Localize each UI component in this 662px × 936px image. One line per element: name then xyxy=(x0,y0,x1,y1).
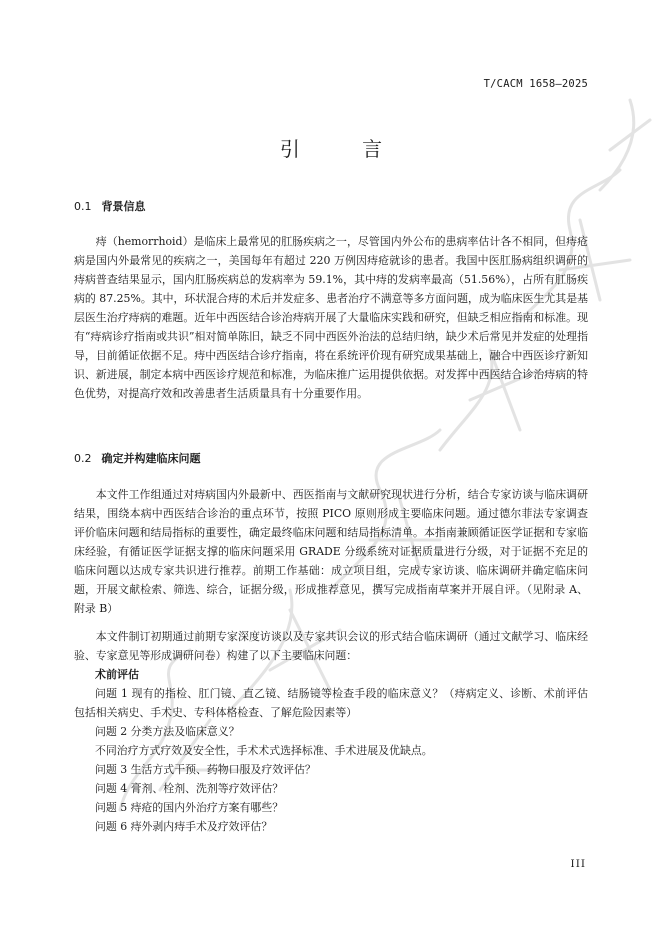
section-number: 0.1 xyxy=(74,200,92,213)
question-item: 不同治疗方式疗效及安全性，手术术式选择标准、手术进展及优缺点。 xyxy=(95,744,433,757)
question-item: 问题 6 痔外剥内痔手术及疗效评估？ xyxy=(95,820,273,833)
question-item: 问题 3 生活方式干预、药物口服及疗效评估？ xyxy=(95,763,316,776)
question-item: 问题 2 分类方法及临床意义？ xyxy=(95,725,240,738)
page-title: 引 言 xyxy=(279,137,411,161)
section-title: 确定并构建临床问题 xyxy=(101,452,201,465)
methods-paragraph: 本文件工作组通过对痔病国内外最新中、西医指南与文献研究现状进行分析，结合专家访谈与临床调研结果，围绕本病中西医结合诊治的重点环节，按照 PICO 原则形成主要临床问题。通过德尔菲法专家调查评价临床问题和结局指标的重要性，确定最终临床问题和结局指标清单。本指南兼顾循证医学证据和专家临床经验，有循证医学证据支撑的临床问题采用 GRADE 分级系统对证据质量进行分级，对于证据不充足的临床问题以达成专家共识进行推荐。前期工作基础：成立项目组，完成专家访谈、临床调研并确定临床问题，开展文献检索、筛选、综合，证据分级，形成推荐意见，撰写完成指南草案并开展自评。（见附录 A、附录 B） xyxy=(74,488,588,615)
page-number: III xyxy=(570,858,586,870)
section-title: 背景信息 xyxy=(101,200,146,213)
section-heading-0-1 xyxy=(74,198,146,214)
question-item: 问题 5 痔疮的国内外治疗方案有哪些？ xyxy=(95,801,284,814)
section-number: 0.2 xyxy=(74,452,92,465)
standard-code: T/CACM 1658—2025 xyxy=(483,78,588,90)
questions-intro-paragraph: 本文件制订初期通过前期专家深度访谈以及专家共识会议的形式结合临床调研（通过文献学习、临床经验、专家意见等形成调研问卷）构建了以下主要临床问题： xyxy=(74,630,588,662)
section-heading-0-2 xyxy=(74,450,201,466)
subheading-preop: 术前评估 xyxy=(95,668,139,681)
background-paragraph: 痔（hemorrhoid）是临床上最常见的肛肠疾病之一，尽管国内外公布的患病率估计各不相同，但痔疮病是国内外最常见的疾病之一，美国每年有超过 220 万例因痔疮就诊的患者。我国中医肛肠病组织调研的痔病普查结果显示，国内肛肠疾病总的发病率为 59.1%，其中痔的发病率最高（51.56%），占所有肛肠疾病的 87.25%。其中，环状混合痔的术后并发症多、患者治疗不满意等多方面问题，成为临床医生尤其是基层医生治疗痔病的难题。近年中西医结合诊治痔病开展了大量临床实践和研究，但缺乏相应指南和标准。现有“痔病诊疗指南或共识”相对简单陈旧，缺乏不同中西医外治法的总结归纳，缺少术后常见并发症的处理指导，目前循证依据不足。痔中西医结合诊疗指南，将在系统评价现有研究成果基础上，融合中西医诊疗新知识、新进展，制定本病中西医诊疗规范和标准，为临床推广运用提供依据。对发挥中西医结合诊治痔病的特色优势，对提高疗效和改善患者生活质量具有十分重要作用。 xyxy=(74,235,588,400)
question-item: 问题 1 现有的指检、肛门镜、直乙镜、结肠镜等检查手段的临床意义？（痔病定义、诊断、术前评估包括相关病史、手术史、专科体格检查、了解危险因素等） xyxy=(74,687,588,719)
question-item: 问题 4 膏剂、栓剂、洗剂等疗效评估？ xyxy=(95,782,284,795)
